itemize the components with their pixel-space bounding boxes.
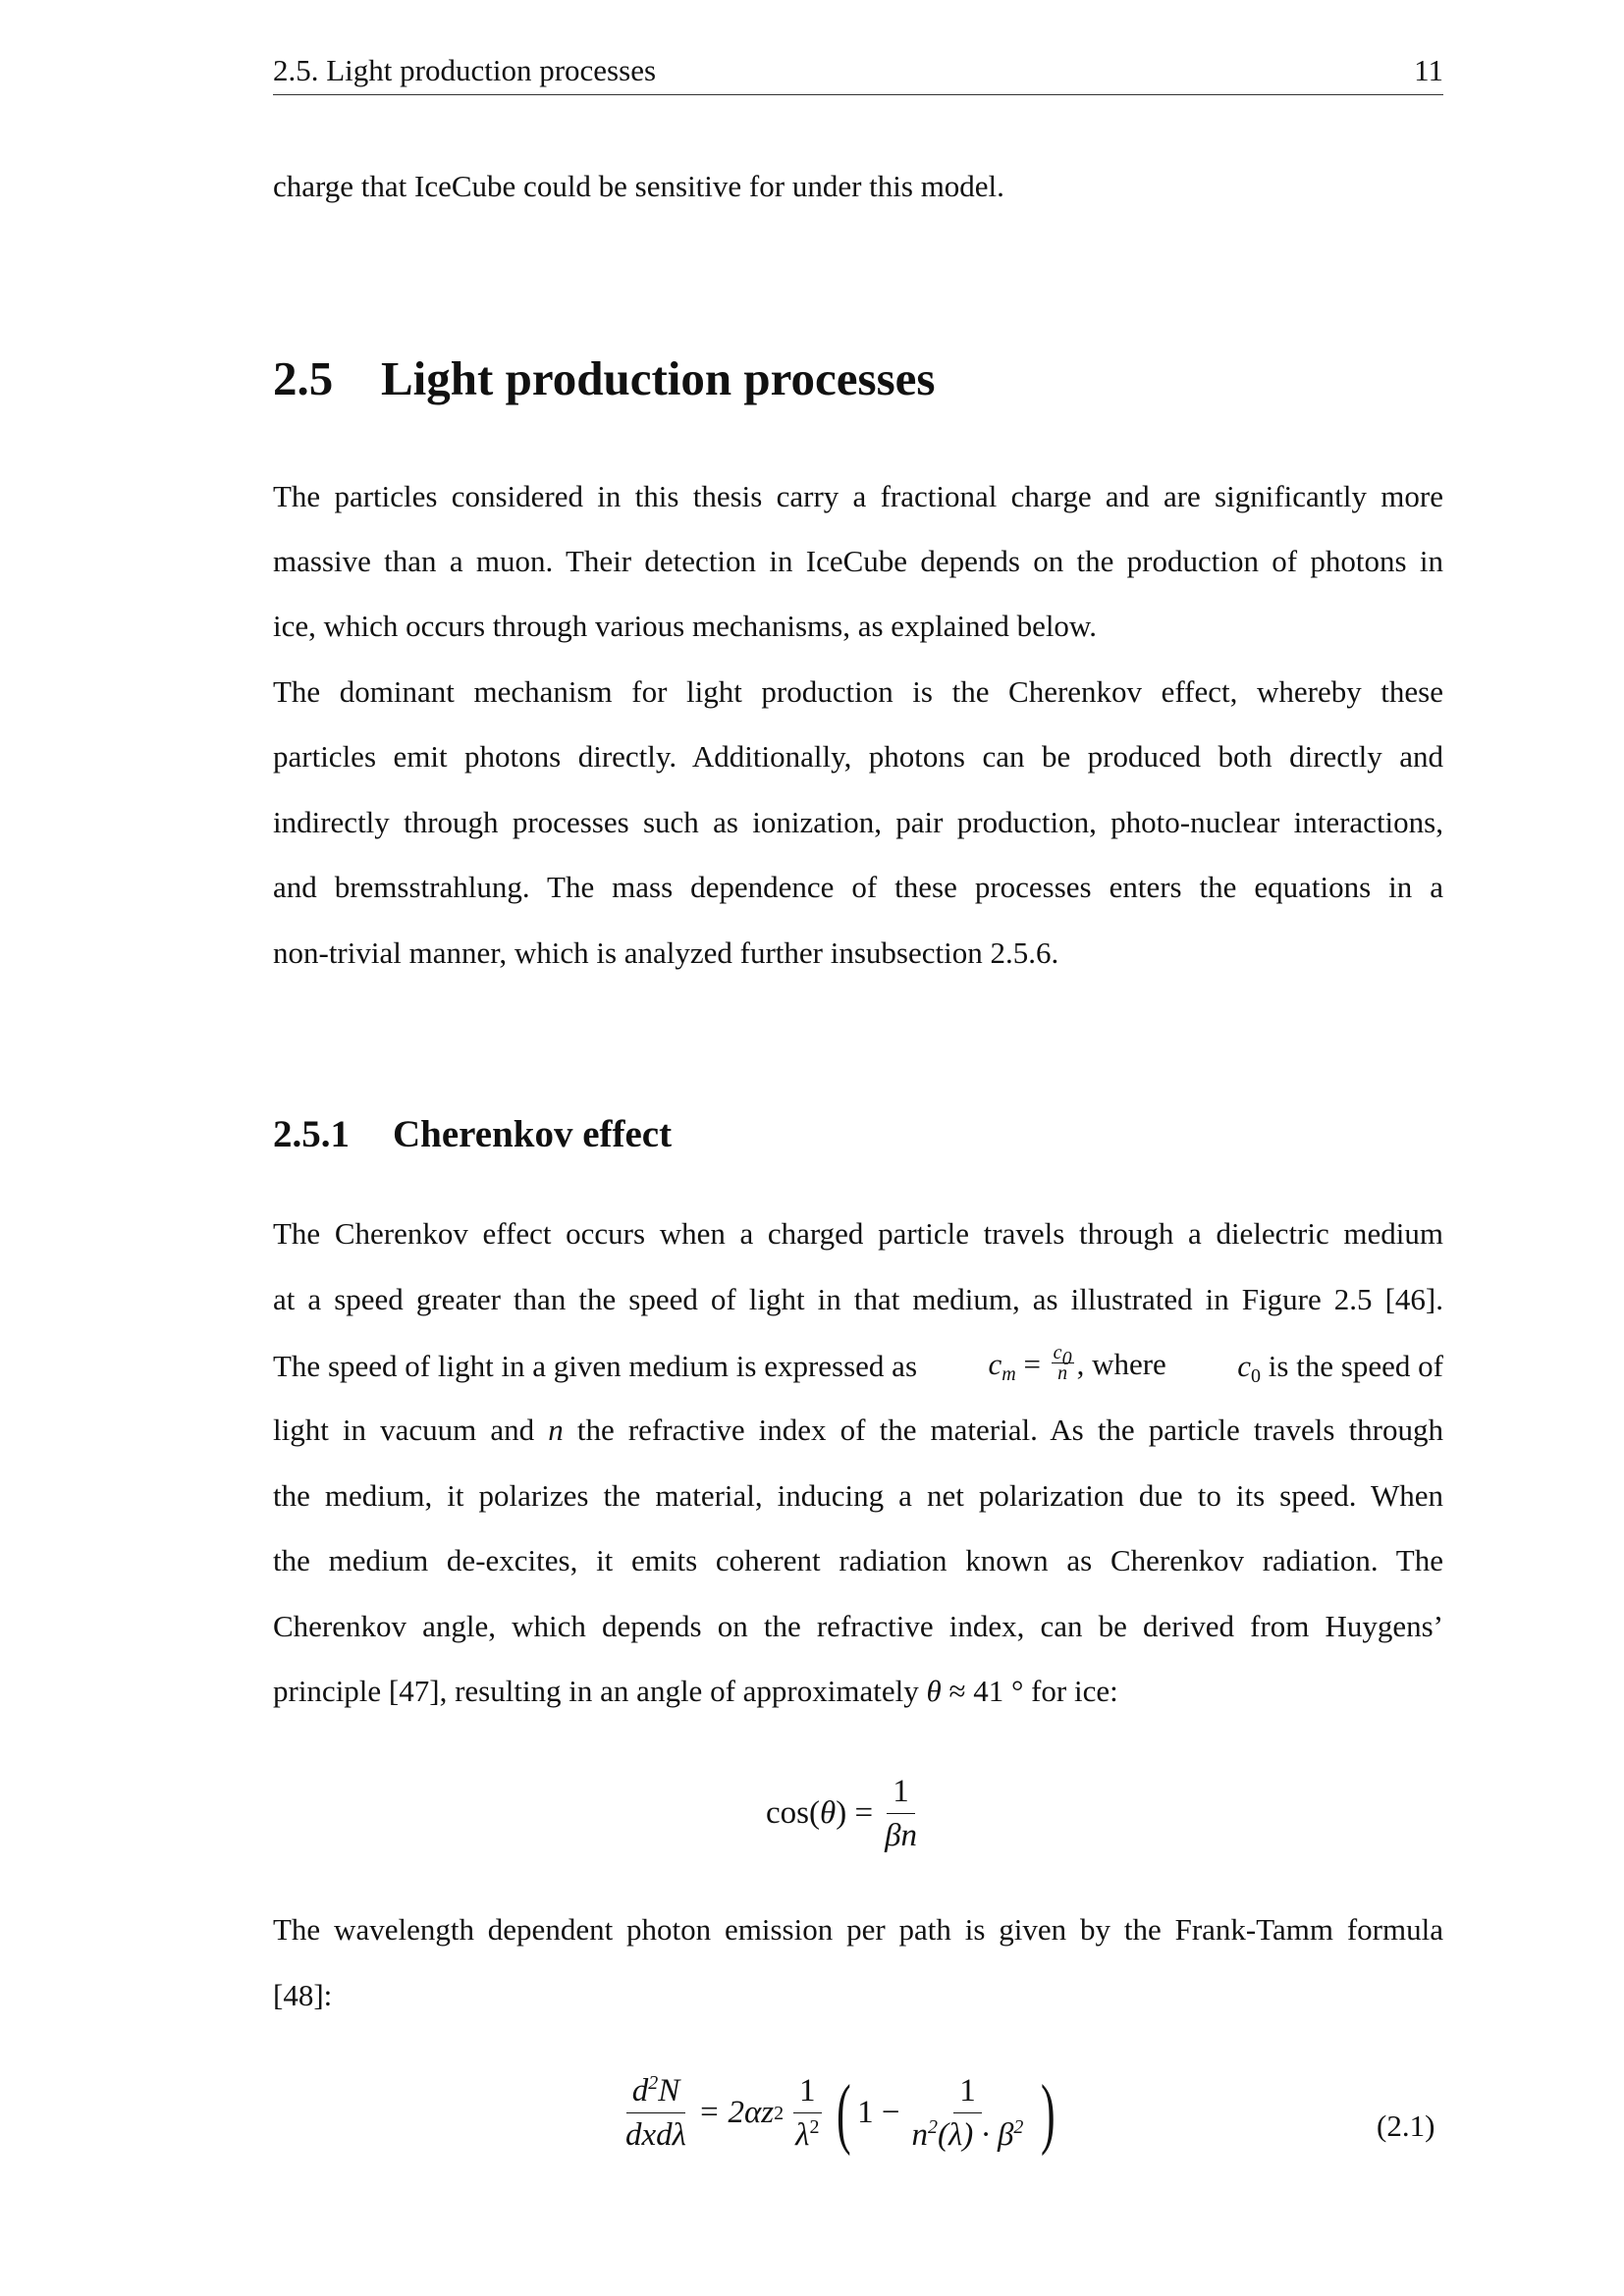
header-section-title: 2.5. Light production processes	[273, 53, 657, 87]
intro-line: charge that IceCube could be sensitive for under this model.	[273, 169, 1004, 203]
ft-lhs-den: dxdλ	[625, 2117, 686, 2153]
para3-line-3	[273, 1342, 1443, 1387]
ft-f1-den-wrap	[789, 2113, 825, 2155]
ft-f1-fraction	[789, 2071, 825, 2155]
cm-symbol: c	[988, 1347, 1002, 1381]
section-number: 2.5	[273, 351, 334, 405]
para3-line-5: the medium, it polarizes the material, inducing a net polarization due to its speed. When	[273, 1478, 1443, 1513]
ft-one-minus: 1 −	[857, 2095, 900, 2130]
para1-line-1: The particles considered in this thesis carry a fractional charge and are significantly more	[273, 479, 1443, 513]
ft-f1-num: 1	[793, 2071, 822, 2113]
inline-fraction-num	[1052, 1342, 1074, 1370]
section-title: Light production processes	[381, 351, 936, 405]
inline-fraction	[1052, 1343, 1074, 1383]
ft-f2-den-a: n	[911, 2117, 928, 2153]
para2-line-5: non-trivial manner, which is analyzed further insubsection 2.5.6.	[273, 935, 1059, 970]
ft-close-paren: )	[1041, 2069, 1056, 2157]
para1-line-2: massive than a muon. Their detection in IceCube depends on the production of photons in	[273, 544, 1443, 578]
para4-line-1: The wavelength dependent photon emission per path is given by the Frank-Tamm formula	[273, 1912, 1443, 1947]
frac-num-c: c	[1053, 1342, 1062, 1364]
c0-symbol: c	[1237, 1348, 1252, 1383]
ft-d-sup: 2	[648, 2072, 659, 2094]
ft-f1-den-sup: 2	[809, 2116, 820, 2138]
ft-mid: = 2αz	[697, 2095, 775, 2130]
para3-line-8-a: principle [47], resulting in an angle of approximately	[273, 1674, 919, 1708]
para2-line-2: particles emit photons directly. Additionally, photons can be produced both directly and	[273, 739, 1443, 774]
para3-line-3-c: is the speed of	[1261, 1348, 1443, 1383]
para3-line-3-a: The speed of light in a given medium is expressed as	[273, 1348, 918, 1383]
ft-f1-den: λ	[795, 2117, 810, 2153]
c0-symbol-group	[1237, 1347, 1443, 1386]
frank-tamm-equation: $\frac{d^2N}{\text{dxdλ}}$ = 2αz 2 $\frac{1}{\lambda^2}$ ( 1 − $\frac{1}{n^2(\lambda) \cdot \beta^2}$ )	[614, 2071, 1061, 2155]
para4-line-2: [48]:	[273, 1978, 333, 2012]
ft-f2-fraction	[905, 2071, 1029, 2155]
cm-subscript: m	[1001, 1363, 1016, 1385]
ft-N: N	[658, 2073, 680, 2109]
para3-line-4-a: light in vacuum and	[273, 1413, 535, 1447]
ft-d: d	[631, 2073, 649, 2109]
para2-line-4: and bremsstrahlung. The mass dependence of these processes enters the equations in a	[273, 870, 1443, 904]
ft-lhs-fraction	[620, 2071, 692, 2155]
ft-f2-den	[905, 2113, 1029, 2155]
page-number: 11	[1414, 53, 1443, 87]
n-symbol: n	[548, 1413, 564, 1447]
para1-line-3: ice, which occurs through various mechanisms, as explained below.	[273, 609, 1098, 643]
equation-number: (2.1)	[1377, 2109, 1435, 2143]
cherenkov-denominator: βn	[885, 1818, 917, 1853]
para3-line-7: Cherenkov angle, which depends on the refractive index, can be derived from Huygens’	[273, 1609, 1443, 1643]
para3-line-1: The Cherenkov effect occurs when a charged particle travels through a dielectric medium	[273, 1216, 1443, 1251]
ft-f2-den-sup: 2	[927, 2116, 938, 2138]
inline-fraction-den: n	[1057, 1362, 1068, 1385]
ft-lhs-num	[626, 2071, 686, 2113]
inline-cm-equation	[988, 1342, 1166, 1387]
cherenkov-fraction	[879, 1772, 923, 1855]
c0-subscript: 0	[1251, 1364, 1262, 1387]
para3-line-4	[273, 1411, 1443, 1450]
para3-line-6: the medium de-excites, it emits coherent radiation known as Cherenkov radiation. The	[273, 1543, 1443, 1577]
para3-line-8-b: ≈ 41 ° for ice:	[941, 1674, 1118, 1708]
para3-line-8	[273, 1672, 1443, 1711]
frac-num-sub: 0	[1061, 1348, 1072, 1370]
para2-line-1: The dominant mechanism for light production is the Cherenkov effect, whereby these	[273, 674, 1443, 709]
theta-symbol: θ	[926, 1674, 942, 1708]
subsection-heading	[273, 1112, 672, 1156]
ft-f2-num: 1	[953, 2071, 982, 2113]
subsection-title: Cherenkov effect	[393, 1113, 673, 1155]
ft-f2-den-b: (λ) · β	[937, 2117, 1014, 2153]
cm-equals: =	[1015, 1347, 1049, 1381]
cos-lhs: cos(	[766, 1795, 820, 1831]
ft-f2-den-sup2: 2	[1013, 2116, 1024, 2138]
ft-open-paren: (	[837, 2069, 852, 2157]
running-header	[273, 49, 1443, 95]
section-heading	[273, 350, 935, 406]
cherenkov-numerator: 1	[887, 1772, 915, 1814]
para3-line-3-b: , where	[1076, 1347, 1166, 1381]
para2-line-3: indirectly through processes such as ionization, pair production, photo-nuclear interactions,	[273, 805, 1443, 839]
cherenkov-angle-equation	[766, 1772, 929, 1855]
subsection-number: 2.5.1	[273, 1113, 350, 1155]
para3-line-4-b: the refractive index of the material. As the particle travels through	[563, 1413, 1444, 1447]
cos-lhs-close: ) =	[836, 1795, 874, 1831]
para3-line-2: at a speed greater than the speed of light in that medium, as illustrated in Figure 2.5 [46].	[273, 1282, 1443, 1316]
cos-theta: θ	[819, 1795, 837, 1831]
